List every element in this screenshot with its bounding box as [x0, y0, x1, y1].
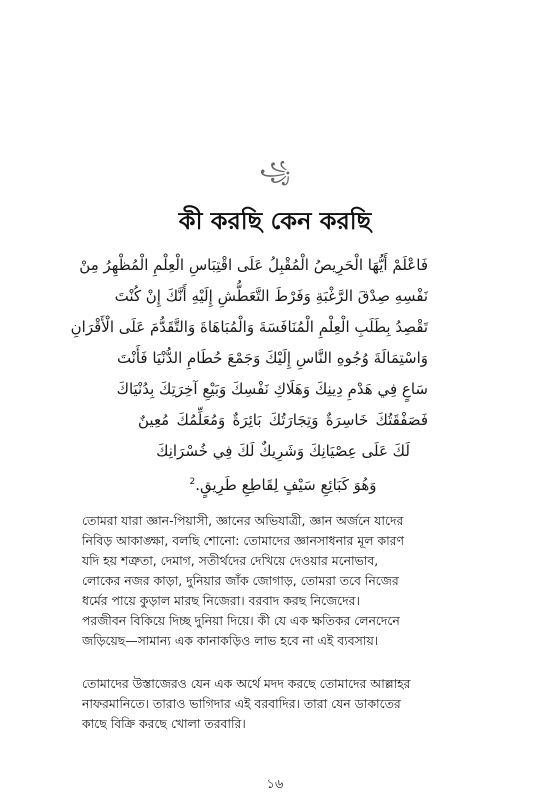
paragraph-line: নিবিড় আকাঙ্ক্ষা, বলছি শোনো: তোমাদের জ্ঞানসাধনার মূল কারণ	[82, 533, 404, 548]
footnote-marker: 2	[189, 477, 196, 487]
ornament-icon: ꧁	[259, 159, 291, 183]
page-number: ১৬	[266, 777, 284, 792]
paragraph-line: পরজীবন বিকিয়ে দিচ্ছ দুনিয়া দিয়ে। কী যে এক ক্ষতিকর লেনদেনে	[82, 613, 400, 628]
paragraph-2	[82, 674, 472, 734]
arabic-line: فَاعْلَمْ أَيُّهَا الْحَرِيصُ الْمُقْبِلُ عَلَى اقْتِبَاسِ الْعِلْمِ الْمُظْهِرُ مِنْ	[79, 256, 428, 274]
paragraph-line: কাছে বিক্রি করছে খোলা তরবারি।	[82, 716, 246, 731]
paragraph-line: ধর্মের পায়ে কুড়াল মারছ নিজেরা। বরবাদ করছ নিজেদের।	[82, 593, 360, 608]
paragraph-line: তোমাদের উস্তাজেরও যেন এক অর্থে মদদ করছে তোমাদের আল্লাহর	[82, 676, 411, 691]
arabic-line: لَكَ عَلَى عِصْيَانِكَ وَشَرِيكٌ لَكَ فِي خُسْرَانِكَ	[156, 442, 410, 460]
arabic-line-text: وَهُوَ كَبَائِعِ سَيْفٍ لِقَاطِعِ طَرِيقٍ.	[195, 476, 377, 494]
paragraph-1	[82, 511, 472, 651]
arabic-line: سَاعٍ فِي هَدْمِ دِينِكَ وَهَلَاكِ نَفْسِكَ وَبَيْعِ آخِرَتِكَ بِدُنْيَاكَ	[116, 380, 428, 398]
arabic-line-final	[138, 467, 428, 498]
arabic-line: تَقْصِدُ بِطَلَبِ الْعِلْمِ الْمُنَافَسَةَ وَالْمُبَاهَاةَ وَالتَّقَدُّمَ عَلَى الْأَقْرَانِ	[70, 318, 428, 336]
arabic-line: فَصَفْقَتُكَ خَاسِرَةٌ وَتِجَارَتُكَ بَائِرَةٌ وَمُعَلِّمُكَ مُعِينٌ	[138, 411, 428, 429]
arabic-quote	[70, 250, 428, 498]
paragraph-line: নাফরমানিতে। তারাও ভাগিদার এই বরবাদির। তারা যেন ডাকাতের	[82, 696, 401, 711]
paragraph-line: লোকের নজর কাড়া, দুনিয়ার জাঁক জোগাড়, তোমরা তবে নিজের	[82, 573, 399, 588]
paragraph-line: তোমরা যারা জ্ঞান-পিয়াসী, জ্ঞানের অভিযাত্রী, জ্ঞান অর্জনে যাদের	[82, 513, 404, 528]
paragraph-line: জড়িয়েছ—সামান্য এক কানাকড়িও লাভ হবে না এই ব্যবসায়।	[82, 633, 379, 648]
paragraph-line: যদি হয় শত্রুতা, দেমাগ, সতীর্থদের দেখিয়ে দেওয়ার মনোভাব,	[82, 553, 379, 568]
chapter-title: কী করছি কেন করছি	[178, 207, 372, 235]
arabic-line: وَاسْتِمَالَةَ وُجُوهِ النَّاسِ إِلَيْكَ وَجَمْعَ حُطَامِ الدُّنْيَا فَأَنْتَ	[116, 349, 428, 367]
arabic-line: نَفْسِهِ صِدْقَ الرَّغْبَةِ وَفَرْطَ التَّعَطُّشِ إِلَيْهِ أَنَّكَ إِنْ كُنْتَ	[114, 287, 428, 305]
